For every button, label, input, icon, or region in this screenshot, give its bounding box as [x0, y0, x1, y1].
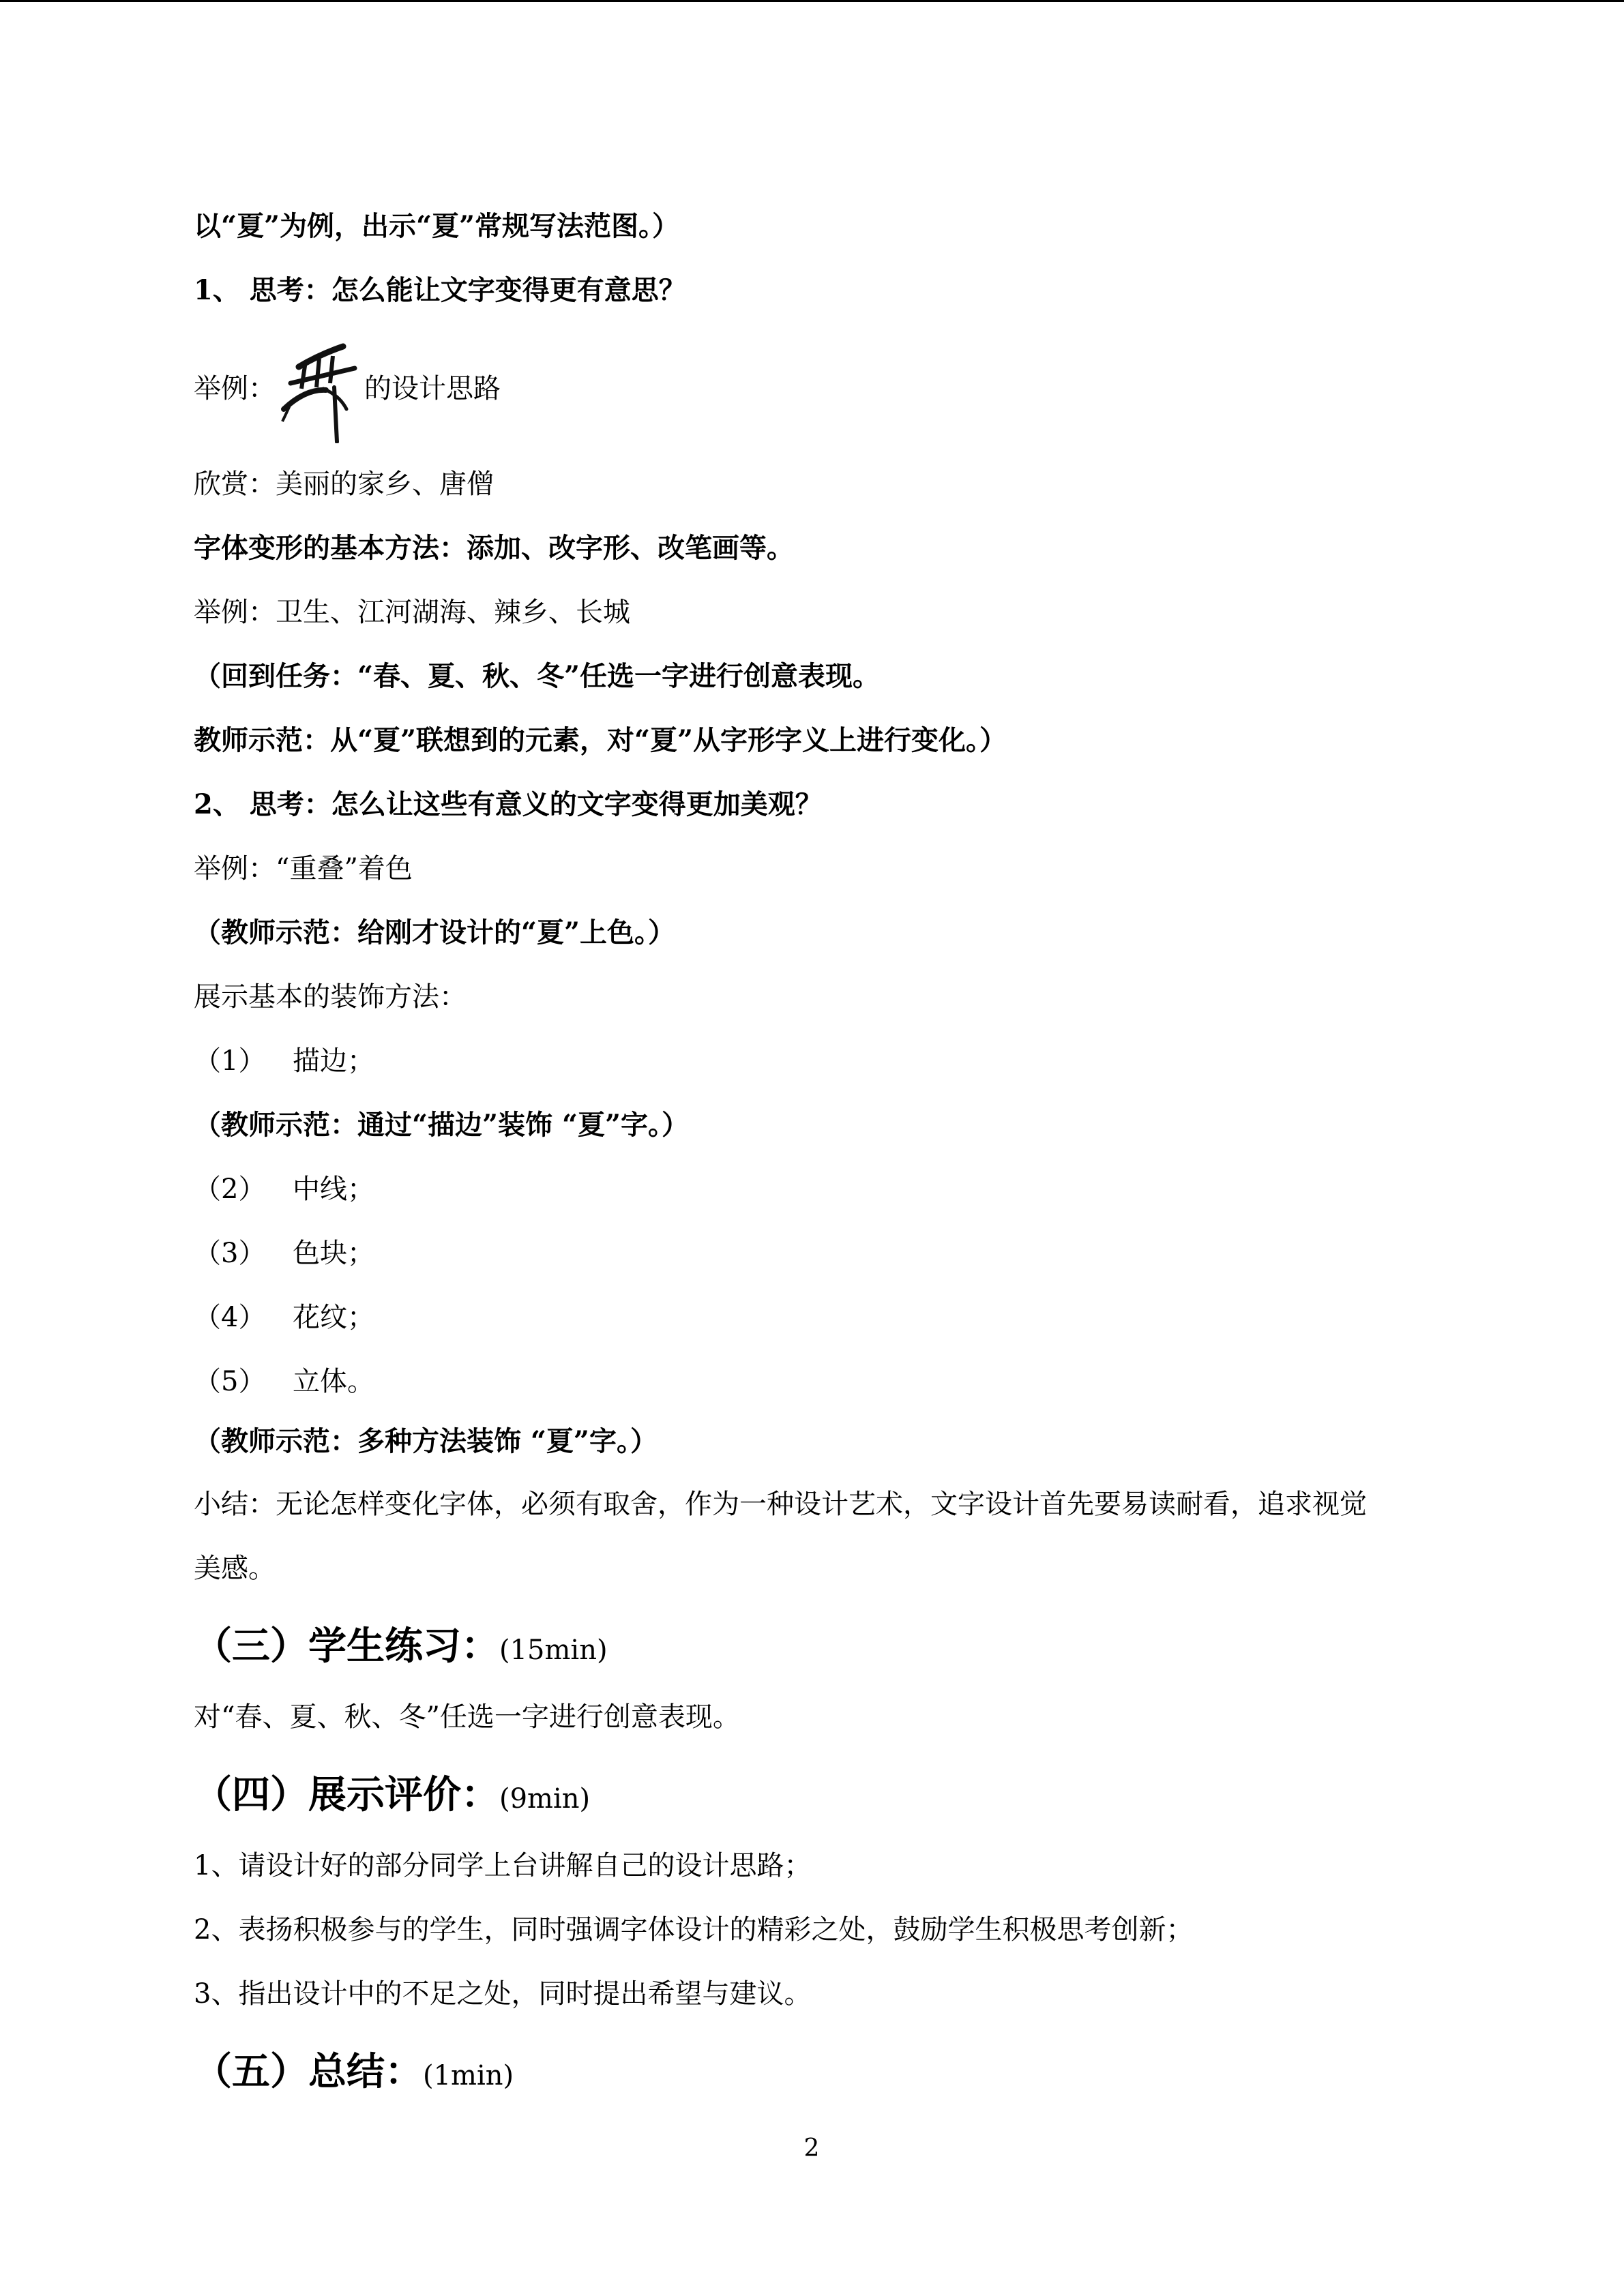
text-line: 举例：卫生、江河湖海、辣乡、长城: [194, 597, 630, 628]
method-item: [194, 1172, 374, 1207]
text-line: 展示基本的装饰方法：: [194, 981, 467, 1013]
text-line: 举例：“重叠”着色: [194, 853, 413, 884]
section-heading-practice: [194, 1622, 608, 1675]
text-line: 2、 思考：怎么让这些有意义的文字变得更加美观？: [194, 788, 823, 820]
example-prefix: 举例：: [194, 373, 276, 404]
text-line: 字体变形的基本方法：添加、改字形、改笔画等。: [194, 532, 794, 564]
method-item: [194, 1364, 374, 1399]
method-text: 中线；: [293, 1174, 374, 1205]
example-line-with-image: [194, 334, 501, 443]
section-time: (15min): [499, 1635, 608, 1666]
text-line: 3、指出设计中的不足之处，同时提出希望与建议。: [194, 1978, 812, 2010]
method-number: （2）: [194, 1174, 266, 1205]
text-line: 欣赏：美丽的家乡、唐僧: [194, 468, 494, 500]
example-suffix: 的设计思路: [364, 373, 501, 404]
text-line: 以“夏”为例，出示“夏”常规写法范图。）: [194, 210, 680, 242]
summary-line: 美感。: [194, 1553, 276, 1584]
page-number: 2: [803, 2134, 820, 2162]
text-line: （教师示范：多种方法装饰 “夏”字。）: [194, 1425, 658, 1457]
method-item: [194, 1236, 374, 1271]
method-text: 描边；: [293, 1045, 374, 1077]
method-item: [194, 1043, 374, 1079]
text-line: 1、 思考：怎么能让文字变得更有意思？: [194, 274, 686, 306]
method-number: （4）: [194, 1302, 266, 1333]
section-title: （四）展示评价：: [194, 1772, 499, 1817]
text-line: 1、请设计好的部分同学上台讲解自己的设计思路；: [194, 1850, 812, 1881]
text-line: （教师示范：给刚才设计的“夏”上色。）: [194, 916, 676, 949]
method-number: （5）: [194, 1366, 266, 1397]
summary-line: 小结：无论怎样变化字体，必须有取舍，作为一种设计艺术，文字设计首先要易读耐看，追求视觉: [194, 1489, 1367, 1520]
method-item: [194, 1300, 374, 1335]
calligraphy-dance-image: [278, 341, 360, 443]
text-line: 教师示范：从“夏”联想到的元素，对“夏”从字形字义上进行变化。）: [194, 724, 1007, 756]
section-time: (1min): [423, 2060, 514, 2091]
text-line: （回到任务：“春、夏、秋、冬”任选一字进行创意表现。: [194, 660, 881, 692]
text-line: 2、表扬积极参与的学生，同时强调字体设计的精彩之处，鼓励学生积极思考创新；: [194, 1914, 1194, 1945]
method-text: 色块；: [293, 1238, 374, 1269]
text-line: 对“春、夏、秋、冬”任选一字进行创意表现。: [194, 1701, 740, 1733]
section-heading-summary: [194, 2047, 514, 2100]
top-border-line: [0, 0, 1624, 2]
section-title: （五）总结：: [194, 2049, 423, 2094]
section-title: （三）学生练习：: [194, 1624, 499, 1669]
text-line: （教师示范：通过“描边”装饰 “夏”字。）: [194, 1109, 689, 1141]
method-text: 立体。: [293, 1366, 374, 1397]
method-number: （3）: [194, 1238, 266, 1269]
section-time: (9min): [499, 1783, 591, 1815]
method-text: 花纹；: [293, 1302, 374, 1333]
method-number: （1）: [194, 1045, 266, 1077]
section-heading-evaluation: [194, 1770, 590, 1823]
